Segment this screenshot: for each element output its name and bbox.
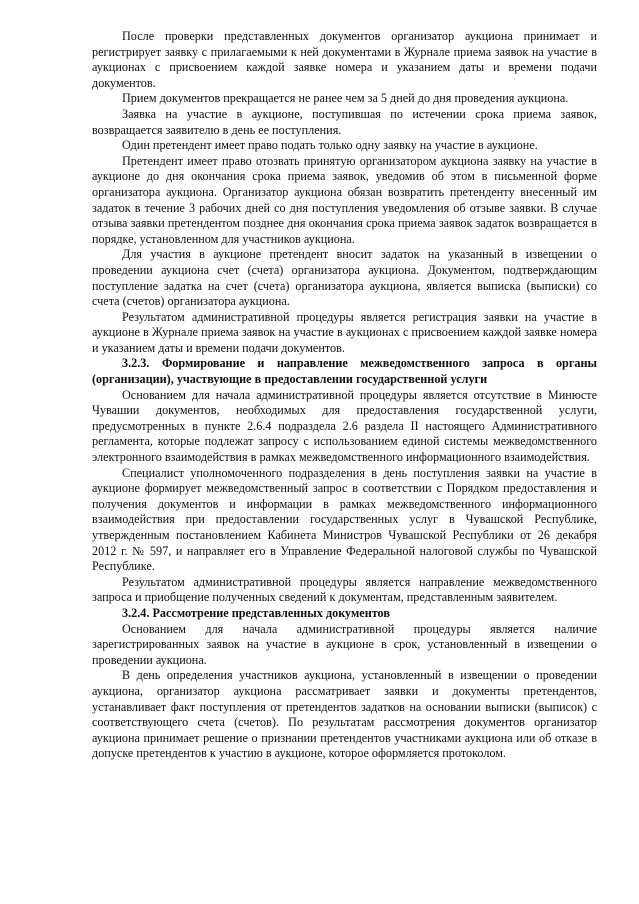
paragraph: Прием документов прекращается не ранее чем за 5 дней до дня проведения аукциона. — [122, 91, 569, 106]
paragraph: Результатом административной процедуры является регистрация заявки на участие в аукционе в Журнале приема заявок на участие в аукционах с присвоением каждой заявке номера и указанием даты и времени подачи документов. — [92, 309, 597, 355]
section-heading-3-2-3: 3.2.3. Формирование и направление межведомственного запроса в органы (организации), участвующие в предоставлении государственной услуги — [92, 356, 597, 387]
paragraph: Заявка на участие в аукционе, поступившая по истечении срока приема заявок, возвращается заявителю в день ее поступления. — [92, 106, 597, 137]
paragraph: В день определения участников аукциона, установленный в извещении о проведении аукциона, организатор аукциона рассматривает заявки и документы претендентов, устанавливает факт поступления от претендентов задатков на основании выписки (выписок) с соответствующего счета (счетов). По результатам рассмотрения документов организатор аукциона принимает решение о признании претендентов участниками аукциона или об отказе в допуске претендентов к участию в аукционе, которое оформляется протоколом. — [92, 668, 597, 761]
paragraph: После проверки представленных документов организатор аукциона принимает и регистрирует заявку с прилагаемыми к ней документами в Журнале приема заявок на участие в аукционах с присвоением каждой заявке номера и указанием даты и времени подачи документов. — [92, 29, 597, 90]
paragraph: Основанием для начала административной процедуры является отсутствие в Минюсте Чувашии документов, необходимых для предоставления государственной услуги, предусмотренных в пункте 2.6.4 подраздела 2.6 раздела II настоящего Административного регламента, которые подлежат запросу с использованием единой системы межведомственного электронного взаимодействия в рамках межведомственного информационного взаимодействия. — [92, 387, 597, 465]
paragraph: Один претендент имеет право подать только одну заявку на участие в аукционе. — [122, 138, 538, 153]
section-heading-3-2-4: 3.2.4. Рассмотрение представленных документов — [122, 605, 390, 620]
paragraph: Основанием для начала административной процедуры является наличие зарегистрированных заявок на участие в аукционе в срок, установленный в извещении о проведении аукциона. — [92, 621, 597, 667]
paragraph: Претендент имеет право отозвать принятую организатором аукциона заявку на участие в аукционе до дня окончания срока приема заявок, уведомив об этом в письменной форме организатора аукциона. Организатор аукциона обязан возвратить претенденту внесенный им задаток в течение 3 рабочих дней со дня поступления уведомления об отзыве заявки. В случае отзыва заявки претендентом позднее дня окончания срока приема заявок задаток возвращается в порядке, установленном для участников аукциона. — [92, 153, 597, 246]
paragraph: Результатом административной процедуры является направление межведомственного запроса и приобщение полученных сведений к документам, представленным заявителем. — [92, 574, 597, 605]
paragraph: Специалист уполномоченного подразделения в день поступления заявки на участие в аукционе формирует межведомственный запрос в соответствии с Порядком предоставления и получения документов и информации в рамках межведомственного информационного взаимодействия при предоставлении государственных услуг в Чувашской Республике, утвержденным постановлением Кабинета Министров Чувашской Республики от 26 декабря 2012 г. № 597, и направляет его в Управление Федеральной налоговой службы по Чувашской Республике. — [92, 465, 597, 574]
paragraph: Для участия в аукционе претендент вносит задаток на указанный в извещении о проведении аукциона счет (счета) организатора аукциона. Документом, подтверждающим поступление задатка на счет (счета) организатора аукциона, является выписка (выписки) со счета (счетов) организатора аукциона. — [92, 247, 597, 309]
document-page — [92, 29, 597, 762]
